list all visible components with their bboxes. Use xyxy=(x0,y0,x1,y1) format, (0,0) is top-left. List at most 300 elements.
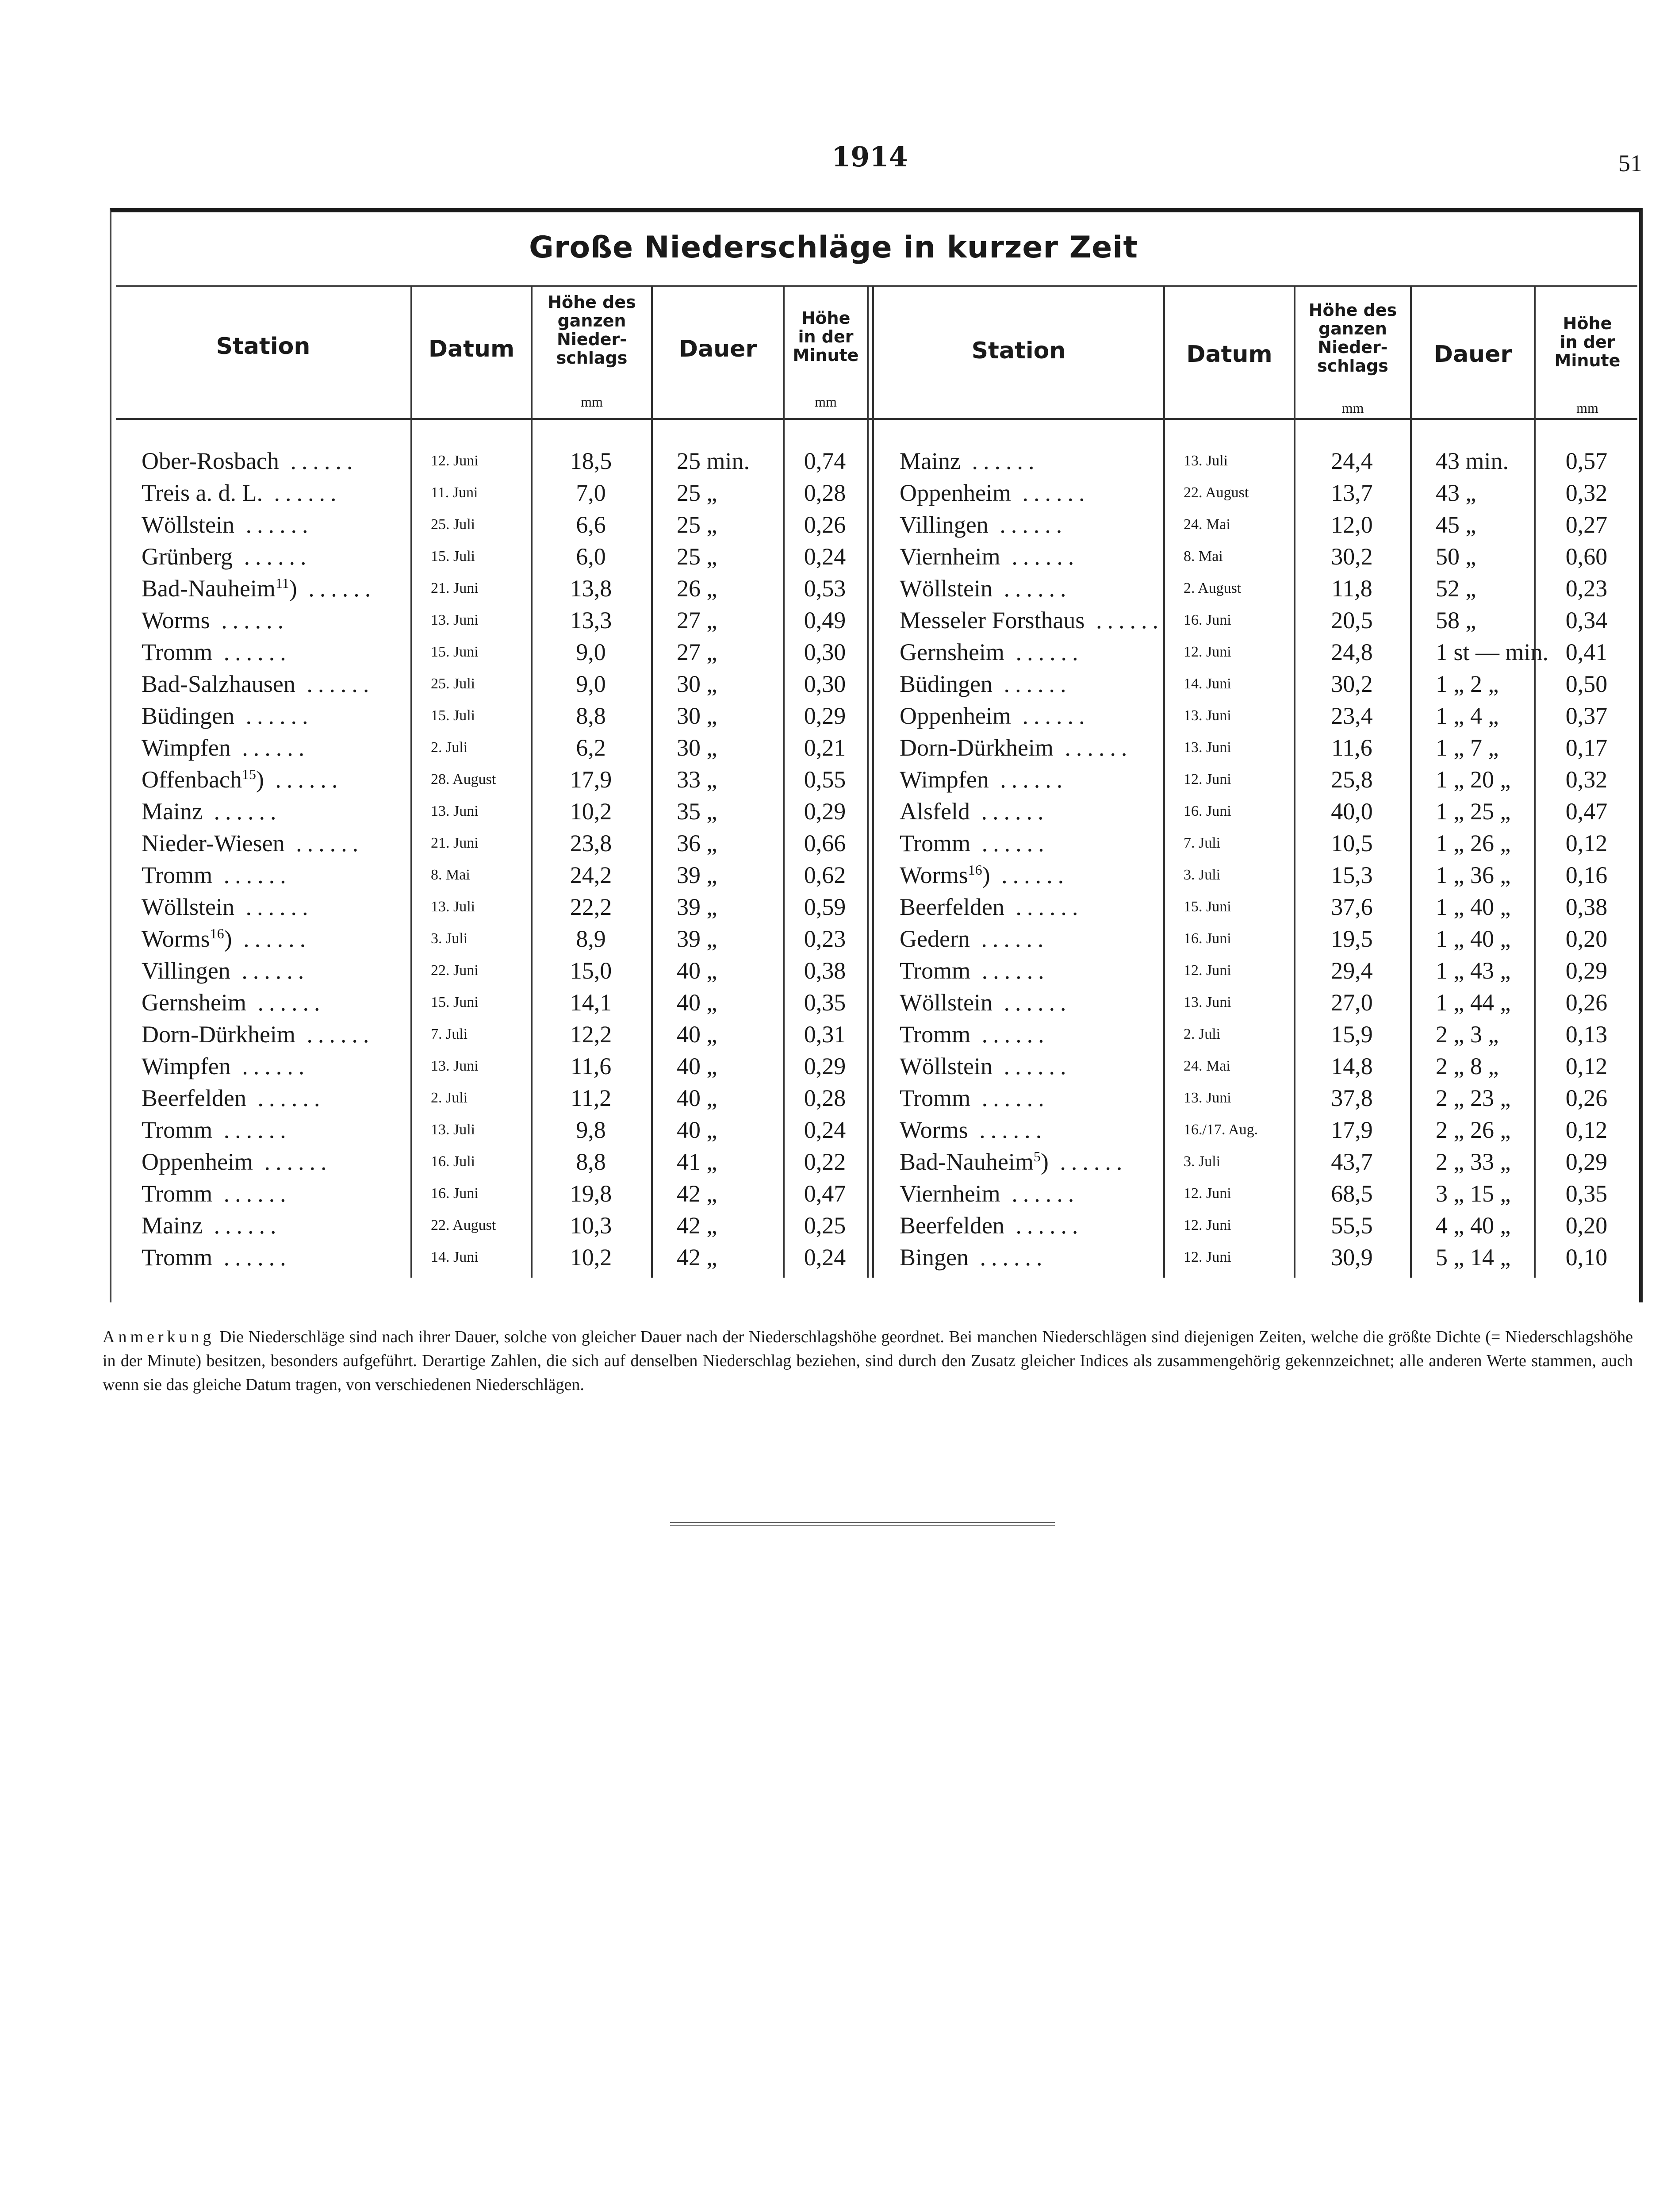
per-minute-cell: 0,29 xyxy=(1565,957,1608,984)
station-name: Viernheim xyxy=(900,543,1000,570)
leader-dots: ...... xyxy=(234,511,314,538)
leader-dots: ...... xyxy=(212,862,291,888)
date-cell: 21. Juni xyxy=(431,835,479,851)
duration-cell: 1 „ 44 „ xyxy=(1436,989,1511,1016)
station-name: Worms xyxy=(142,926,210,952)
header-bottom-rule xyxy=(116,418,1637,420)
leader-dots: ...... xyxy=(232,926,311,952)
leader-dots: ...... xyxy=(992,575,1072,602)
per-minute-cell: 0,32 xyxy=(1565,480,1608,506)
date-cell: 13. Juni xyxy=(1184,739,1231,756)
height-cell: 23,4 xyxy=(1331,703,1373,729)
table-row xyxy=(874,668,1639,700)
height-cell: 20,5 xyxy=(1331,607,1373,634)
duration-cell: 35 „ xyxy=(677,798,717,825)
station-cell xyxy=(874,636,1163,668)
leader-dots: ...... xyxy=(989,766,1068,793)
leader-dots: ...... xyxy=(212,1117,291,1143)
duration-cell: 26 „ xyxy=(677,575,717,602)
closing-rule xyxy=(670,1522,1055,1526)
right-table-body xyxy=(874,445,1639,1273)
date-cell: 22. Juni xyxy=(431,962,479,979)
table-row xyxy=(116,987,867,1018)
duration-cell: 25 min. xyxy=(677,448,750,474)
leader-dots: ...... xyxy=(246,1085,326,1111)
date-cell: 2. August xyxy=(1184,580,1242,596)
leader-dots: ...... xyxy=(960,448,1040,474)
station-name: Mainz xyxy=(900,448,961,474)
table-row xyxy=(116,764,867,795)
date-cell: 2. Juli xyxy=(1184,1026,1221,1042)
station-name: Villingen xyxy=(900,511,989,538)
duration-cell: 1 „ 43 „ xyxy=(1436,957,1511,984)
height-cell: 7,0 xyxy=(576,480,606,506)
duration-cell: 42 „ xyxy=(677,1212,717,1239)
leader-dots: ...... xyxy=(1004,1212,1084,1239)
height-cell: 17,9 xyxy=(570,766,612,793)
per-minute-cell: 0,47 xyxy=(1565,798,1608,825)
header-datum-left: Datum xyxy=(428,336,515,362)
per-minute-cell: 0,34 xyxy=(1565,607,1608,634)
per-minute-cell: 0,32 xyxy=(1565,766,1608,793)
duration-cell: 52 „ xyxy=(1436,575,1476,602)
duration-cell: 39 „ xyxy=(677,926,717,952)
per-minute-cell: 0,10 xyxy=(1565,1244,1608,1271)
station-cell xyxy=(874,1114,1163,1146)
header-top-rule xyxy=(116,285,1637,287)
height-cell: 27,0 xyxy=(1331,989,1373,1016)
station-cell xyxy=(116,477,410,509)
station-cell xyxy=(874,1050,1163,1082)
leader-dots: ...... xyxy=(1000,543,1080,570)
station-cell xyxy=(874,509,1163,541)
station-cell xyxy=(874,477,1163,509)
station-cell: Offenbach$^{15}$) ...... xyxy=(142,766,343,793)
height-cell: 40,0 xyxy=(1331,798,1373,825)
date-cell: 16. Juni xyxy=(1184,930,1231,947)
leader-dots: ...... xyxy=(992,989,1072,1016)
duration-cell: 43 „ xyxy=(1436,480,1476,506)
leader-dots: ...... xyxy=(969,1244,1048,1271)
leader-dots: ...... xyxy=(1085,607,1164,634)
leader-dots: ...... xyxy=(253,1148,332,1175)
leader-dots: ...... xyxy=(970,957,1050,984)
station-cell xyxy=(874,795,1163,827)
station-name: Dorn-Dürkheim xyxy=(900,734,1054,761)
per-minute-cell: 0,57 xyxy=(1565,448,1608,474)
station-cell xyxy=(116,1114,410,1146)
header-dauer-left: Dauer xyxy=(678,336,757,362)
table-row xyxy=(116,509,867,541)
per-minute-cell: 0,50 xyxy=(1565,671,1608,697)
height-cell: 11,8 xyxy=(1331,575,1372,602)
date-cell: 11. Juni xyxy=(431,484,478,501)
table-row xyxy=(874,764,1639,795)
table-row xyxy=(874,572,1639,604)
per-minute-cell: 0,30 xyxy=(804,671,846,697)
height-cell: 29,4 xyxy=(1331,957,1373,984)
table-row xyxy=(874,604,1639,636)
table-row xyxy=(116,1241,867,1273)
duration-cell: 42 „ xyxy=(677,1244,717,1271)
station-cell xyxy=(116,955,410,987)
station-name: Wöllstein xyxy=(142,894,234,920)
station-name: Worms xyxy=(900,1117,968,1143)
station-name: Beerfelden xyxy=(142,1085,246,1111)
table-row xyxy=(116,1018,867,1050)
height-cell: 10,5 xyxy=(1331,830,1373,856)
table-row xyxy=(874,795,1639,827)
station-name: Worms xyxy=(900,862,968,888)
leader-dots: ...... xyxy=(1053,734,1133,761)
station-name: Gedern xyxy=(900,926,970,952)
station-name: Wöllstein xyxy=(900,989,993,1016)
height-cell: 13,7 xyxy=(1331,480,1373,506)
per-minute-cell: 0,20 xyxy=(1565,926,1608,952)
date-cell: 12. Juni xyxy=(1184,1185,1231,1202)
station-cell xyxy=(116,859,410,891)
height-cell: 24,8 xyxy=(1331,639,1373,665)
station-cell xyxy=(116,636,410,668)
height-cell: 11,6 xyxy=(570,1053,612,1079)
leader-dots: ...... xyxy=(1011,703,1090,729)
date-cell: 24. Mai xyxy=(1184,516,1230,533)
height-cell: 30,9 xyxy=(1331,1244,1373,1271)
leader-dots: ...... xyxy=(1004,894,1084,920)
table-row xyxy=(116,732,867,764)
station-cell: Bad-Nauheim$^5$) ...... xyxy=(900,1148,1128,1175)
table-title: Große Niederschläge in kurzer Zeit xyxy=(529,230,1138,265)
leader-dots: ...... xyxy=(1011,480,1090,506)
duration-cell: 25 „ xyxy=(677,480,717,506)
station-cell xyxy=(116,668,410,700)
per-minute-cell: 0,17 xyxy=(1565,734,1608,761)
duration-cell: 30 „ xyxy=(677,703,717,729)
header-dauer-right: Dauer xyxy=(1433,341,1512,368)
leader-dots: ...... xyxy=(202,798,282,825)
table-row xyxy=(116,1114,867,1146)
leader-dots: ...... xyxy=(970,830,1050,856)
header-station-left: Station xyxy=(216,333,310,360)
table-row xyxy=(874,477,1639,509)
table-row xyxy=(874,541,1639,572)
height-cell: 15,3 xyxy=(1331,862,1373,888)
per-minute-cell: 0,12 xyxy=(1565,1053,1608,1079)
unit-mm-minute-left: mm xyxy=(815,394,837,410)
per-minute-cell: 0,29 xyxy=(804,1053,846,1079)
per-minute-cell: 0,38 xyxy=(1565,894,1608,920)
height-cell: 13,3 xyxy=(570,607,612,634)
height-cell: 43,7 xyxy=(1331,1148,1373,1175)
duration-cell: 1 „ 20 „ xyxy=(1436,766,1511,793)
station-name: Worms xyxy=(142,607,210,634)
duration-cell: 1 „ 4 „ xyxy=(1436,703,1499,729)
leader-dots: ...... xyxy=(295,671,375,697)
leader-dots: ...... xyxy=(990,862,1069,888)
table-row xyxy=(874,1178,1639,1210)
header-hoehe-minute-left: Höhe in der Minute xyxy=(793,308,859,365)
date-cell: 8. Mai xyxy=(1184,548,1223,565)
station-cell xyxy=(874,445,1163,477)
station-cell xyxy=(116,987,410,1018)
duration-cell: 41 „ xyxy=(677,1148,717,1175)
footnote-anmerkung xyxy=(103,1325,1633,1397)
table-row xyxy=(874,636,1639,668)
height-cell: 19,8 xyxy=(570,1180,612,1207)
per-minute-cell: 0,62 xyxy=(804,862,846,888)
duration-cell: 30 „ xyxy=(677,671,717,697)
station-cell xyxy=(874,572,1163,604)
table-row xyxy=(874,700,1639,732)
station-cell xyxy=(116,509,410,541)
station-cell xyxy=(116,891,410,923)
station-name: Messeler Forsthaus xyxy=(900,607,1085,634)
date-cell: 13. Juni xyxy=(1184,1090,1231,1106)
station-cell xyxy=(874,764,1163,795)
header-hoehe-ganzen-left: Höhe des ganzen Nieder- schlags xyxy=(548,292,636,368)
table-row xyxy=(874,1114,1639,1146)
page-year: 1914 xyxy=(832,141,908,173)
station-cell xyxy=(874,1178,1163,1210)
date-cell: 12. Juni xyxy=(431,453,479,469)
duration-cell: 39 „ xyxy=(677,862,717,888)
station-cell xyxy=(874,604,1163,636)
station-name: Tromm xyxy=(142,862,213,888)
leader-dots: ...... xyxy=(232,543,312,570)
date-cell: 15. Juni xyxy=(431,994,479,1010)
unit-mm-hoehe-left: mm xyxy=(581,394,603,410)
station-cell xyxy=(874,1241,1163,1273)
date-cell: 13. Juni xyxy=(431,612,479,628)
station-cell: Worms$^{16}$) ...... xyxy=(142,926,311,952)
leader-dots: ...... xyxy=(210,607,289,634)
right-data-table xyxy=(874,445,1639,1273)
table-row xyxy=(116,795,867,827)
date-cell: 13. Juni xyxy=(1184,707,1231,724)
duration-cell: 40 „ xyxy=(677,1053,717,1079)
duration-cell: 1 st — min. xyxy=(1436,639,1549,665)
height-cell: 30,2 xyxy=(1331,543,1373,570)
table-row xyxy=(116,604,867,636)
station-cell xyxy=(874,668,1163,700)
date-cell: 12. Juni xyxy=(1184,1217,1231,1233)
leader-dots: ...... xyxy=(295,1021,375,1048)
height-cell: 6,0 xyxy=(576,543,606,570)
leader-dots: ...... xyxy=(968,1117,1047,1143)
date-cell: 28. August xyxy=(431,771,496,787)
footnote-text: Die Niederschläge sind nach ihrer Dauer, solche von gleicher Dauer nach der Niederschlagshöhe geordnet. Bei manchen Niederschlägen sind diejenigen Zeiten, welche die größte Dichte (= Niederschlagshöhe in der Minute) besitzen, besonders aufgeführt. Derartige Zahlen, die sich auf denselben Niederschlag beziehen, sind durch den Zusatz gleicher Indices als zusammengehörig gekennzeichnet; alle anderen Werte stammen, auch wenn sie das gleiche Datum tragen, von verschiedenen Niederschlägen. xyxy=(103,1328,1633,1394)
per-minute-cell: 0,20 xyxy=(1565,1212,1608,1239)
station-name: Ober-Rosbach xyxy=(142,448,279,474)
per-minute-cell: 0,38 xyxy=(804,957,846,984)
leader-dots: ...... xyxy=(1048,1148,1128,1175)
station-name: Beerfelden xyxy=(900,894,1004,920)
station-cell xyxy=(116,1018,410,1050)
date-cell: 3. Juli xyxy=(431,930,468,947)
date-cell: 13. Juni xyxy=(431,803,479,819)
station-name: Tromm xyxy=(142,1180,213,1207)
duration-cell: 58 „ xyxy=(1436,607,1476,634)
date-cell: 3. Juli xyxy=(1184,1153,1221,1170)
per-minute-cell: 0,53 xyxy=(804,575,846,602)
duration-cell: 2 „ 8 „ xyxy=(1436,1053,1499,1079)
table-row xyxy=(116,636,867,668)
leader-dots: ...... xyxy=(284,830,364,856)
per-minute-cell: 0,25 xyxy=(804,1212,846,1239)
height-cell: 6,2 xyxy=(576,734,606,761)
leader-dots: ...... xyxy=(263,480,342,506)
date-cell: 14. Juni xyxy=(431,1249,479,1265)
page-number: 51 xyxy=(1618,150,1642,177)
date-cell: 15. Juli xyxy=(431,548,475,565)
height-cell: 19,5 xyxy=(1331,926,1373,952)
duration-cell: 1 „ 7 „ xyxy=(1436,734,1499,761)
per-minute-cell: 0,29 xyxy=(804,703,846,729)
table-row xyxy=(874,955,1639,987)
header-hoehe-ganzen-right: Höhe des ganzen Nieder- schlags xyxy=(1308,300,1397,376)
duration-cell: 1 „ 26 „ xyxy=(1436,830,1511,856)
duration-cell: 3 „ 15 „ xyxy=(1436,1180,1511,1207)
station-cell xyxy=(874,1018,1163,1050)
station-cell xyxy=(874,1082,1163,1114)
per-minute-cell: 0,13 xyxy=(1565,1021,1608,1048)
per-minute-cell: 0,37 xyxy=(1565,703,1608,729)
height-cell: 14,1 xyxy=(570,989,612,1016)
table-row xyxy=(116,923,867,955)
date-cell: 13. Juni xyxy=(431,1058,479,1074)
height-cell: 11,6 xyxy=(1331,734,1372,761)
station-cell xyxy=(116,827,410,859)
station-name: Viernheim xyxy=(900,1180,1000,1207)
per-minute-cell: 0,24 xyxy=(804,543,846,570)
date-cell: 7. Juli xyxy=(431,1026,468,1042)
height-cell: 22,2 xyxy=(570,894,612,920)
station-footnote-index: 16 xyxy=(210,926,224,941)
date-cell: 12. Juni xyxy=(1184,1249,1231,1265)
date-cell: 16. Juni xyxy=(1184,803,1231,819)
height-cell: 55,5 xyxy=(1331,1212,1373,1239)
duration-cell: 2 „ 3 „ xyxy=(1436,1021,1499,1048)
leader-dots: ...... xyxy=(970,1021,1050,1048)
table-row xyxy=(874,1146,1639,1178)
station-cell xyxy=(116,1178,410,1210)
header-hoehe-minute-right: Höhe in der Minute xyxy=(1554,314,1621,370)
duration-cell: 27 „ xyxy=(677,639,717,665)
per-minute-cell: 0,28 xyxy=(804,1085,846,1111)
leader-dots: ...... xyxy=(279,448,358,474)
duration-cell: 40 „ xyxy=(677,1085,717,1111)
table-row xyxy=(116,1082,867,1114)
per-minute-cell: 0,16 xyxy=(1565,862,1608,888)
leader-dots: ...... xyxy=(234,894,314,920)
duration-cell: 1 „ 36 „ xyxy=(1436,862,1511,888)
station-footnote-index: 15 xyxy=(241,766,256,782)
height-cell: 15,0 xyxy=(570,957,612,984)
left-data-table xyxy=(116,445,867,1273)
per-minute-cell: 0,29 xyxy=(804,798,846,825)
station-footnote-index: 11 xyxy=(275,575,289,591)
per-minute-cell: 0,35 xyxy=(1565,1180,1608,1207)
station-name: Oppenheim xyxy=(900,703,1011,729)
height-cell: 8,9 xyxy=(576,926,606,952)
duration-cell: 2 „ 26 „ xyxy=(1436,1117,1511,1143)
per-minute-cell: 0,24 xyxy=(804,1244,846,1271)
per-minute-cell: 0,24 xyxy=(804,1117,846,1143)
station-name: Wöllstein xyxy=(900,575,993,602)
station-cell: Worms$^{16}$) ...... xyxy=(900,862,1069,888)
per-minute-cell: 0,55 xyxy=(804,766,846,793)
station-name: Dorn-Dürkheim xyxy=(142,1021,295,1048)
height-cell: 8,8 xyxy=(576,1148,606,1175)
station-cell xyxy=(874,955,1163,987)
table-row xyxy=(116,827,867,859)
leader-dots: ...... xyxy=(246,989,326,1016)
table-row xyxy=(116,700,867,732)
height-cell: 8,8 xyxy=(576,703,606,729)
date-cell: 16. Juni xyxy=(431,1185,479,1202)
per-minute-cell: 0,27 xyxy=(1565,511,1608,538)
station-name: Tromm xyxy=(900,1085,971,1111)
station-name: Beerfelden xyxy=(900,1212,1004,1239)
date-cell: 21. Juni xyxy=(431,580,479,596)
station-name: Tromm xyxy=(900,830,971,856)
per-minute-cell: 0,22 xyxy=(804,1148,846,1175)
date-cell: 16. Juni xyxy=(1184,612,1231,628)
station-cell xyxy=(116,732,410,764)
center-double-rule xyxy=(867,287,869,1278)
duration-cell: 4 „ 40 „ xyxy=(1436,1212,1511,1239)
date-cell: 3. Juli xyxy=(1184,867,1221,883)
table-row xyxy=(874,1241,1639,1273)
date-cell: 22. August xyxy=(1184,484,1249,501)
height-cell: 25,8 xyxy=(1331,766,1373,793)
duration-cell: 45 „ xyxy=(1436,511,1476,538)
height-cell: 10,3 xyxy=(570,1212,612,1239)
station-name: Tromm xyxy=(900,957,971,984)
station-name: Wimpfen xyxy=(142,734,231,761)
leader-dots: ...... xyxy=(230,1053,310,1079)
station-name: Mainz xyxy=(142,798,203,825)
table-row xyxy=(874,1210,1639,1241)
leader-dots: ...... xyxy=(234,703,314,729)
height-cell: 15,9 xyxy=(1331,1021,1373,1048)
leader-dots: ...... xyxy=(970,798,1049,825)
height-cell: 12,0 xyxy=(1331,511,1373,538)
height-cell: 13,8 xyxy=(570,575,612,602)
date-cell: 13. Juli xyxy=(1184,453,1228,469)
date-cell: 13. Juni xyxy=(1184,994,1231,1010)
table-row xyxy=(874,891,1639,923)
station-cell xyxy=(874,1210,1163,1241)
station-cell xyxy=(116,1146,410,1178)
date-cell: 12. Juni xyxy=(1184,644,1231,660)
station-cell xyxy=(874,541,1163,572)
date-cell: 24. Mai xyxy=(1184,1058,1230,1074)
date-cell: 7. Juli xyxy=(1184,835,1221,851)
table-row xyxy=(116,1178,867,1210)
per-minute-cell: 0,12 xyxy=(1565,1117,1608,1143)
per-minute-cell: 0,26 xyxy=(1565,989,1608,1016)
date-cell: 15. Juli xyxy=(431,707,475,724)
date-cell: 16. Juli xyxy=(431,1153,475,1170)
table-row xyxy=(116,1050,867,1082)
table-row xyxy=(116,1210,867,1241)
height-cell: 37,8 xyxy=(1331,1085,1373,1111)
station-cell xyxy=(116,1241,410,1273)
duration-cell: 1 „ 25 „ xyxy=(1436,798,1511,825)
height-cell: 24,4 xyxy=(1331,448,1373,474)
duration-cell: 40 „ xyxy=(677,989,717,1016)
